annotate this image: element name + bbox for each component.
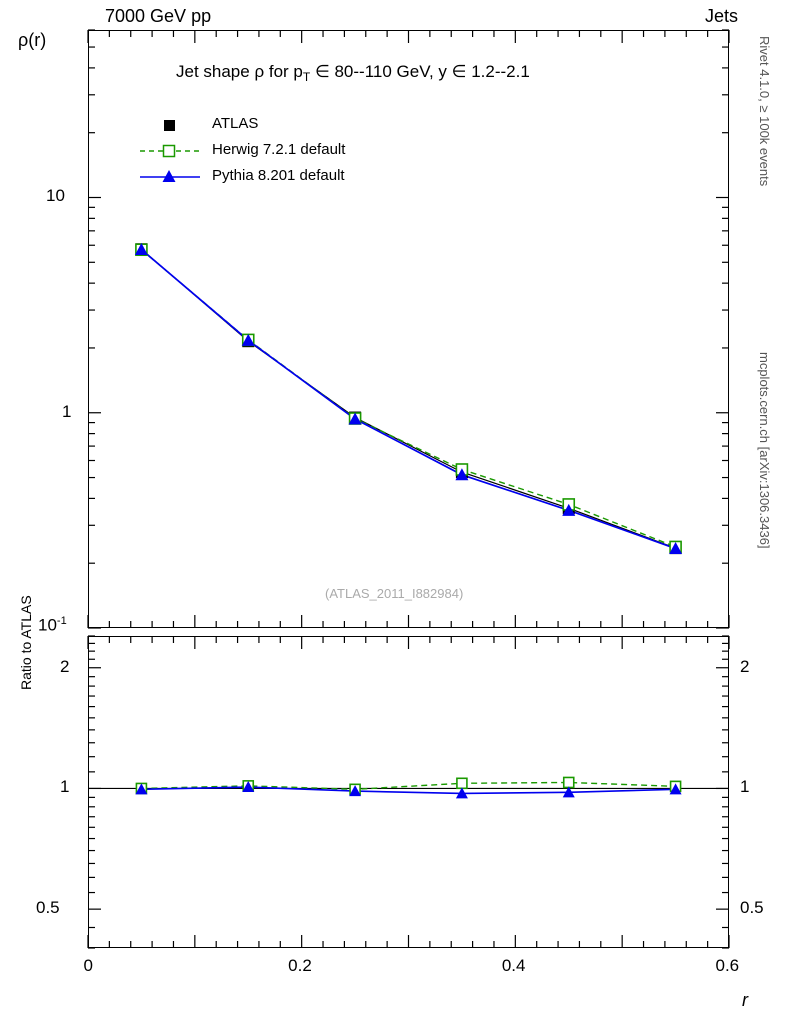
arxiv-caption: mcplots.cern.ch [arXiv:1306.3436] [757, 352, 772, 549]
header-beam-label: 7000 GeV pp [105, 6, 212, 26]
title-post: ∈ 80--110 GeV, y ∈ 1.2--2.1 [310, 62, 530, 81]
x-tick-1: 0.2 [288, 956, 312, 975]
rivet-version-caption: Rivet 4.1.0, ≥ 100k events [757, 36, 772, 187]
ratio-y-tick-left-0: 2 [60, 656, 70, 676]
header-category-label: Jets [704, 6, 738, 26]
title-rho: ρ [254, 62, 265, 81]
title-pre: Jet shape [176, 62, 255, 81]
title-mid: for p [264, 62, 303, 81]
x-tick-2: 0.4 [501, 956, 526, 975]
x-tick-3: 0.6 [715, 956, 740, 975]
x-tick-0: 0 [83, 956, 93, 975]
main-y-tick-10: 10 [46, 186, 65, 206]
ratio-y-tick-left-2: 0.5 [36, 898, 60, 918]
main-y-tick-1: 1 [62, 401, 72, 421]
y-axis-label: ρ(r) [18, 30, 47, 50]
legend-label-pythia: Pythia 8.201 default [212, 167, 345, 184]
main-y-tick-0.1: $10^{-1}$ [38, 615, 67, 635]
ratio-y-tick-right-1: 1 [740, 777, 750, 797]
legend-label-herwig: Herwig 7.2.1 default [212, 141, 346, 158]
ratio-y-axis-label: Ratio to ATLAS [18, 595, 34, 690]
analysis-id-watermark: (ATLAS_2011_I882984) [325, 586, 464, 601]
ratio-y-tick-left-1: 1 [60, 777, 70, 797]
x-axis-label: r [742, 990, 748, 1010]
ratio-y-tick-right-2: 0.5 [740, 898, 764, 918]
ratio-y-tick-right-0: 2 [740, 656, 750, 676]
legend-label-atlas: ATLAS [212, 115, 259, 132]
title-sub: T [302, 70, 311, 84]
